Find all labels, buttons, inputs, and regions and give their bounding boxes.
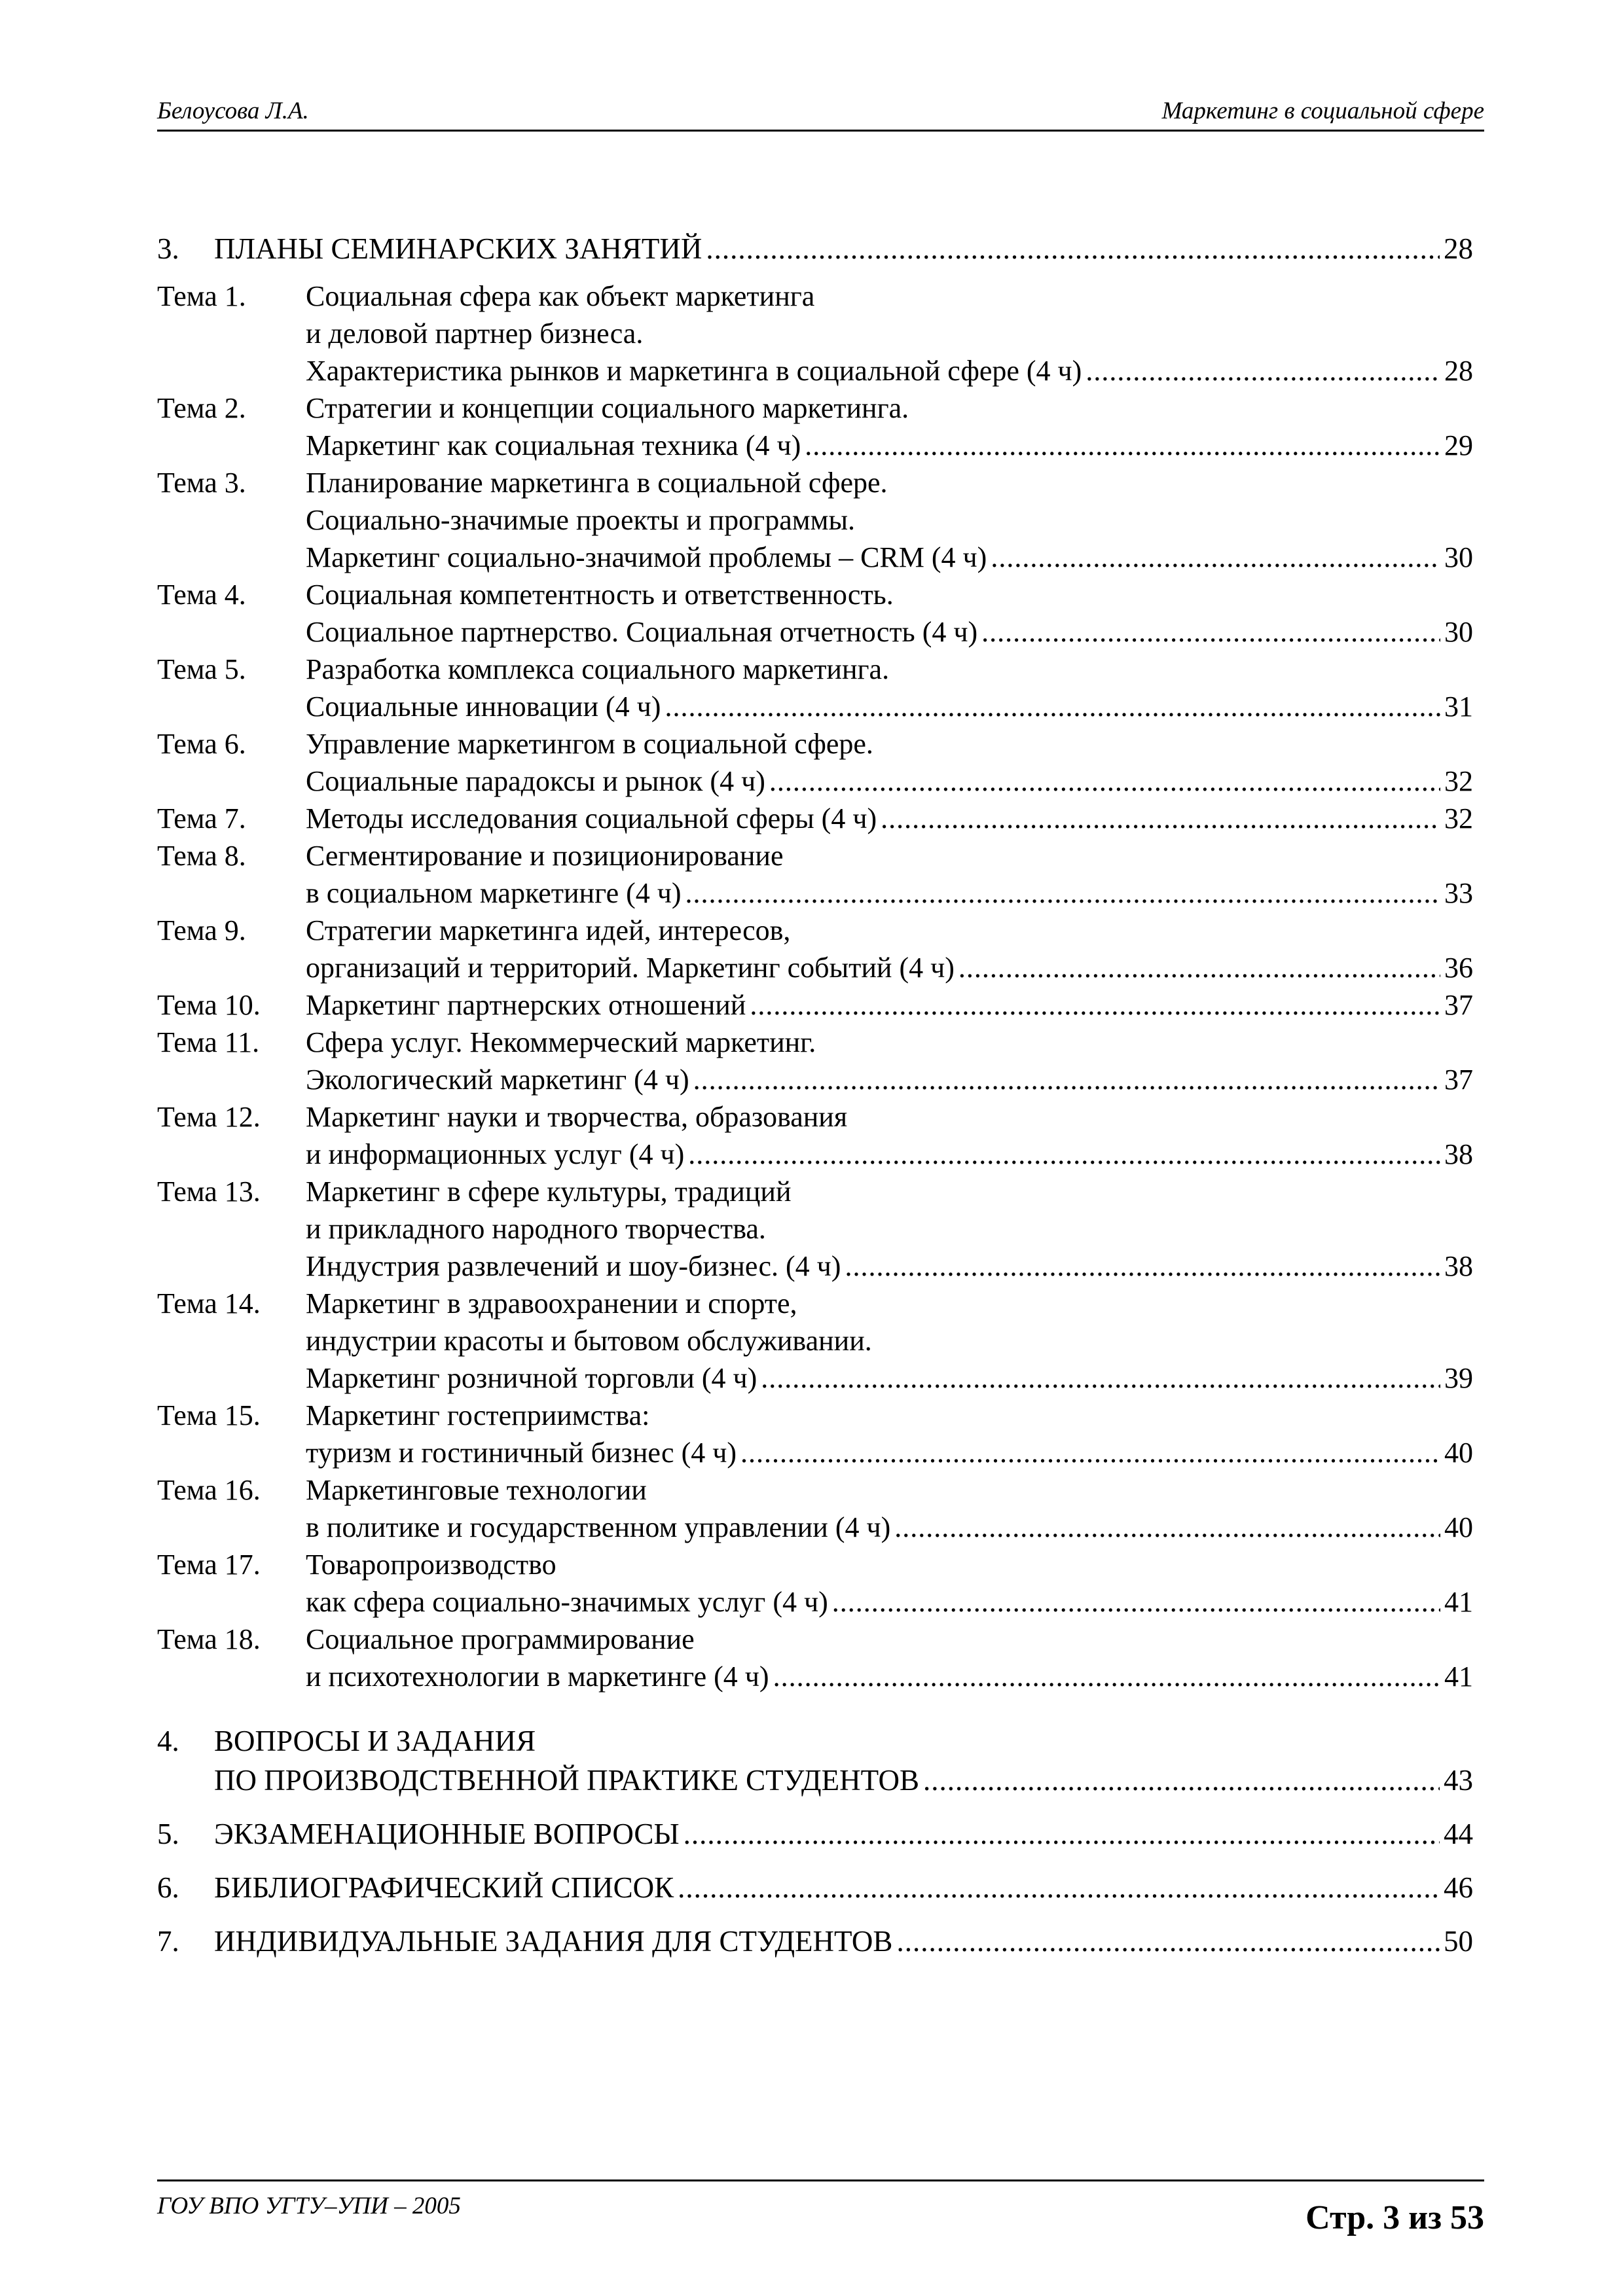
page-number: 41 [1444, 1660, 1473, 1693]
topic-title-line: индустрии красоты и бытовом обслуживании. [306, 1325, 872, 1357]
page-number: 43 [1444, 1764, 1473, 1797]
page-number: 40 [1444, 1437, 1473, 1469]
page-number: 41 [1444, 1586, 1473, 1618]
toc-topic-17-line-1[interactable] [157, 1546, 1473, 1583]
topic-title-line: Маркетинг как социальная техника (4 ч) [306, 429, 801, 461]
page-number: 31 [1444, 691, 1473, 723]
section-number: 4. [157, 1725, 179, 1757]
leader-dots [981, 613, 1440, 651]
toc-section-6[interactable] [157, 1868, 1473, 1907]
page-number: 50 [1444, 1925, 1473, 1958]
topic-title-line: Характеристика рынков и маркетинга в социальной сфере (4 ч) [306, 355, 1082, 387]
topic-title-line: Маркетинг партнерских отношений [306, 989, 746, 1021]
leader-dots [832, 1583, 1440, 1621]
topic-label: Тема 10. [157, 989, 261, 1021]
leader-dots [685, 874, 1440, 912]
topic-title-line: Маркетинговые технологии [306, 1474, 647, 1506]
leader-dots [805, 427, 1440, 464]
topic-title-line: Управление маркетингом в социальной сфере. [306, 728, 873, 760]
footer-page-counter: Стр. 3 из 53 [1305, 2199, 1484, 2236]
page-number: 38 [1444, 1138, 1473, 1170]
page-number: 36 [1444, 952, 1473, 984]
topic-title-line: Маркетинг гостеприимства: [306, 1399, 650, 1431]
topic-label: Тема 16. [157, 1474, 261, 1506]
topic-title-line: Товаропроизводство [306, 1549, 556, 1581]
leader-dots [958, 949, 1440, 986]
toc-topic-13-line-3[interactable] [157, 1247, 1473, 1285]
page-number: 33 [1444, 877, 1473, 909]
topic-title-line: и деловой партнер бизнеса. [306, 317, 644, 350]
topic-label: Тема 6. [157, 728, 246, 760]
section-title: ПЛАНЫ СЕМИНАРСКИХ ЗАНЯТИЙ [214, 232, 702, 265]
page-number: 29 [1444, 429, 1473, 461]
toc-topic-9-line-2[interactable] [157, 949, 1473, 986]
toc-topic-17-line-2[interactable] [157, 1583, 1473, 1621]
toc-topic-16-line-2[interactable] [157, 1509, 1473, 1546]
toc-topic-18-line-2[interactable] [157, 1658, 1473, 1695]
topic-title-line: туризм и гостиничный бизнес (4 ч) [306, 1437, 737, 1469]
topic-title-line: Стратегии маркетинга идей, интересов, [306, 914, 791, 946]
leader-dots [773, 1658, 1440, 1695]
topic-title-line: в политике и государственном управлении (4 ч) [306, 1511, 891, 1543]
leader-dots [688, 1136, 1440, 1173]
page-number: 44 [1444, 1818, 1473, 1850]
leader-dots [845, 1247, 1440, 1285]
toc-topic-14-line-3[interactable] [157, 1359, 1473, 1397]
leader-dots [769, 762, 1440, 800]
topic-title-line: Маркетинг социально-значимой проблемы – CRM (4 ч) [306, 541, 987, 573]
toc-topic-14-line-1[interactable] [157, 1285, 1473, 1322]
topic-label: Тема 18. [157, 1623, 261, 1655]
page-number: 28 [1444, 355, 1473, 387]
topic-title-line: Социально-значимые проекты и программы. [306, 504, 856, 536]
toc-topic-12-line-2[interactable] [157, 1136, 1473, 1173]
toc-topic-9-line-1[interactable] [157, 912, 1473, 949]
toc-topic-1-line-2[interactable] [157, 315, 1473, 352]
section-title-line1: ВОПРОСЫ И ЗАДАНИЯ [214, 1725, 536, 1757]
page-header [157, 93, 1484, 132]
topic-title-line: Социальные инновации (4 ч) [306, 691, 661, 723]
topic-title-line: Маркетинг в здравоохранении и спорте, [306, 1287, 797, 1319]
topic-title-line: и психотехнологии в маркетинге (4 ч) [306, 1660, 769, 1693]
page-number: 28 [1444, 232, 1473, 265]
section-title: ИНДИВИДУАЛЬНЫЕ ЗАДАНИЯ ДЛЯ СТУДЕНТОВ [214, 1925, 893, 1958]
page-number: 37 [1444, 1064, 1473, 1096]
toc-topic-5-line-2[interactable] [157, 688, 1473, 725]
topic-title-line: Социальные парадоксы и рынок (4 ч) [306, 765, 765, 797]
toc-topic-3-line-3[interactable] [157, 539, 1473, 576]
page-number: 37 [1444, 989, 1473, 1021]
topic-label: Тема 12. [157, 1101, 261, 1133]
toc-topic-2-line-2[interactable] [157, 427, 1473, 464]
toc-topic-15-line-1[interactable] [157, 1397, 1473, 1434]
toc-topic-8-line-2[interactable] [157, 874, 1473, 912]
leader-dots [881, 800, 1440, 837]
topic-title-line: Социальное программирование [306, 1623, 695, 1655]
leader-dots [1085, 352, 1440, 389]
leader-dots [684, 1814, 1440, 1854]
topic-title-line: Социальное партнерство. Социальная отчетность (4 ч) [306, 616, 978, 648]
leader-dots [896, 1922, 1440, 1961]
topic-label: Тема 8. [157, 840, 246, 872]
table-of-contents [157, 229, 1473, 1961]
page-number: 30 [1444, 541, 1473, 573]
toc-topic-16-line-1[interactable] [157, 1471, 1473, 1509]
topic-title-line: Сегментирование и позиционирование [306, 840, 784, 872]
topic-label: Тема 3. [157, 467, 246, 499]
toc-topic-10-line-1[interactable] [157, 986, 1473, 1024]
leader-dots [740, 1434, 1440, 1471]
topic-label: Тема 7. [157, 802, 246, 834]
leader-dots [761, 1359, 1440, 1397]
toc-topic-18-line-1[interactable] [157, 1621, 1473, 1658]
topic-label: Тема 15. [157, 1399, 261, 1431]
topic-label: Тема 5. [157, 653, 246, 685]
topic-title-line: Разработка комплекса социального маркетинга. [306, 653, 890, 685]
topic-label: Тема 11. [157, 1026, 260, 1058]
toc-topic-13-line-1[interactable] [157, 1173, 1473, 1210]
page-footer [157, 2179, 1484, 2240]
toc-topic-14-line-2[interactable] [157, 1322, 1473, 1359]
toc-topic-1-line-3[interactable] [157, 352, 1473, 389]
toc-topic-8-line-1[interactable] [157, 837, 1473, 874]
topic-list [157, 278, 1473, 1695]
page-number: 30 [1444, 616, 1473, 648]
toc-topic-1-line-1[interactable] [157, 278, 1473, 315]
section-number: 7. [157, 1925, 179, 1958]
topic-title-line: Методы исследования социальной сферы (4 ч) [306, 802, 877, 834]
topic-title-line: Социальная сфера как объект маркетинга [306, 280, 815, 312]
section-number: 3. [157, 232, 179, 265]
leader-dots [706, 229, 1440, 268]
topic-title-line: Маркетинг науки и творчества, образования [306, 1101, 848, 1133]
topic-title-line: и информационных услуг (4 ч) [306, 1138, 685, 1170]
toc-topic-4-line-2[interactable] [157, 613, 1473, 651]
topic-title-line: Планирование маркетинга в социальной сфере. [306, 467, 888, 499]
section-title: ЭКЗАМЕНАЦИОННЫЕ ВОПРОСЫ [214, 1818, 680, 1850]
header-title: Маркетинг в социальной сфере [1161, 98, 1484, 124]
toc-section-7[interactable] [157, 1922, 1473, 1961]
toc-topic-11-line-2[interactable] [157, 1061, 1473, 1098]
section-title-line2: ПО ПРОИЗВОДСТВЕННОЙ ПРАКТИКЕ СТУДЕНТОВ [214, 1764, 919, 1797]
leader-dots [894, 1509, 1440, 1546]
leader-dots [678, 1868, 1440, 1907]
toc-section-4-line2[interactable] [157, 1761, 1473, 1800]
toc-topic-5-line-1[interactable] [157, 651, 1473, 688]
toc-topic-15-line-2[interactable] [157, 1434, 1473, 1471]
toc-section-3[interactable] [157, 229, 1473, 268]
leader-dots [750, 986, 1440, 1024]
topic-label: Тема 1. [157, 280, 246, 312]
topic-title-line: в социальном маркетинге (4 ч) [306, 877, 682, 909]
toc-topic-7-line-1[interactable] [157, 800, 1473, 837]
page-number: 40 [1444, 1511, 1473, 1543]
topic-title-line: Маркетинг в сфере культуры, традиций [306, 1175, 792, 1208]
page-number: 46 [1444, 1871, 1473, 1904]
topic-label: Тема 4. [157, 579, 246, 611]
topic-title-line: Сфера услуг. Некоммерческий маркетинг. [306, 1026, 816, 1058]
leader-dots [991, 539, 1440, 576]
header-author: Белоусова Л.А. [157, 98, 309, 124]
page-number: 32 [1444, 802, 1473, 834]
toc-topic-2-line-1[interactable] [157, 389, 1473, 427]
topic-title-line: и прикладного народного творчества. [306, 1213, 766, 1245]
topic-label: Тема 13. [157, 1175, 261, 1208]
topic-title-line: Социальная компетентность и ответственность. [306, 579, 894, 611]
section-number: 5. [157, 1818, 179, 1850]
toc-topic-6-line-2[interactable] [157, 762, 1473, 800]
leader-dots [665, 688, 1440, 725]
topic-label: Тема 17. [157, 1549, 261, 1581]
toc-topic-11-line-1[interactable] [157, 1024, 1473, 1061]
topic-label: Тема 2. [157, 392, 246, 424]
footer-org: ГОУ ВПО УГТУ–УПИ – 2005 [157, 2193, 461, 2219]
section-number: 6. [157, 1871, 179, 1904]
topic-title-line: Стратегии и концепции социального маркетинга. [306, 392, 909, 424]
page-number: 38 [1444, 1250, 1473, 1282]
topic-title-line: Маркетинг розничной торговли (4 ч) [306, 1362, 757, 1394]
toc-topic-3-line-1[interactable] [157, 464, 1473, 501]
section-title: БИБЛИОГРАФИЧЕСКИЙ СПИСОК [214, 1871, 674, 1904]
toc-topic-13-line-2[interactable] [157, 1210, 1473, 1247]
toc-topic-4-line-1[interactable] [157, 576, 1473, 613]
topic-title-line: Экологический маркетинг (4 ч) [306, 1064, 689, 1096]
topic-title-line: как сфера социально-значимых услуг (4 ч) [306, 1586, 828, 1618]
toc-topic-12-line-1[interactable] [157, 1098, 1473, 1136]
toc-section-4-line1[interactable] [157, 1721, 1473, 1761]
page-number: 32 [1444, 765, 1473, 797]
toc-section-5[interactable] [157, 1814, 1473, 1854]
leader-dots [693, 1061, 1440, 1098]
toc-topic-3-line-2[interactable] [157, 501, 1473, 539]
leader-dots [923, 1761, 1440, 1800]
topic-label: Тема 14. [157, 1287, 261, 1319]
page-number: 39 [1444, 1362, 1473, 1394]
topic-title-line: организаций и территорий. Маркетинг событий (4 ч) [306, 952, 955, 984]
toc-topic-6-line-1[interactable] [157, 725, 1473, 762]
topic-label: Тема 9. [157, 914, 246, 946]
topic-title-line: Индустрия развлечений и шоу-бизнес. (4 ч) [306, 1250, 841, 1282]
